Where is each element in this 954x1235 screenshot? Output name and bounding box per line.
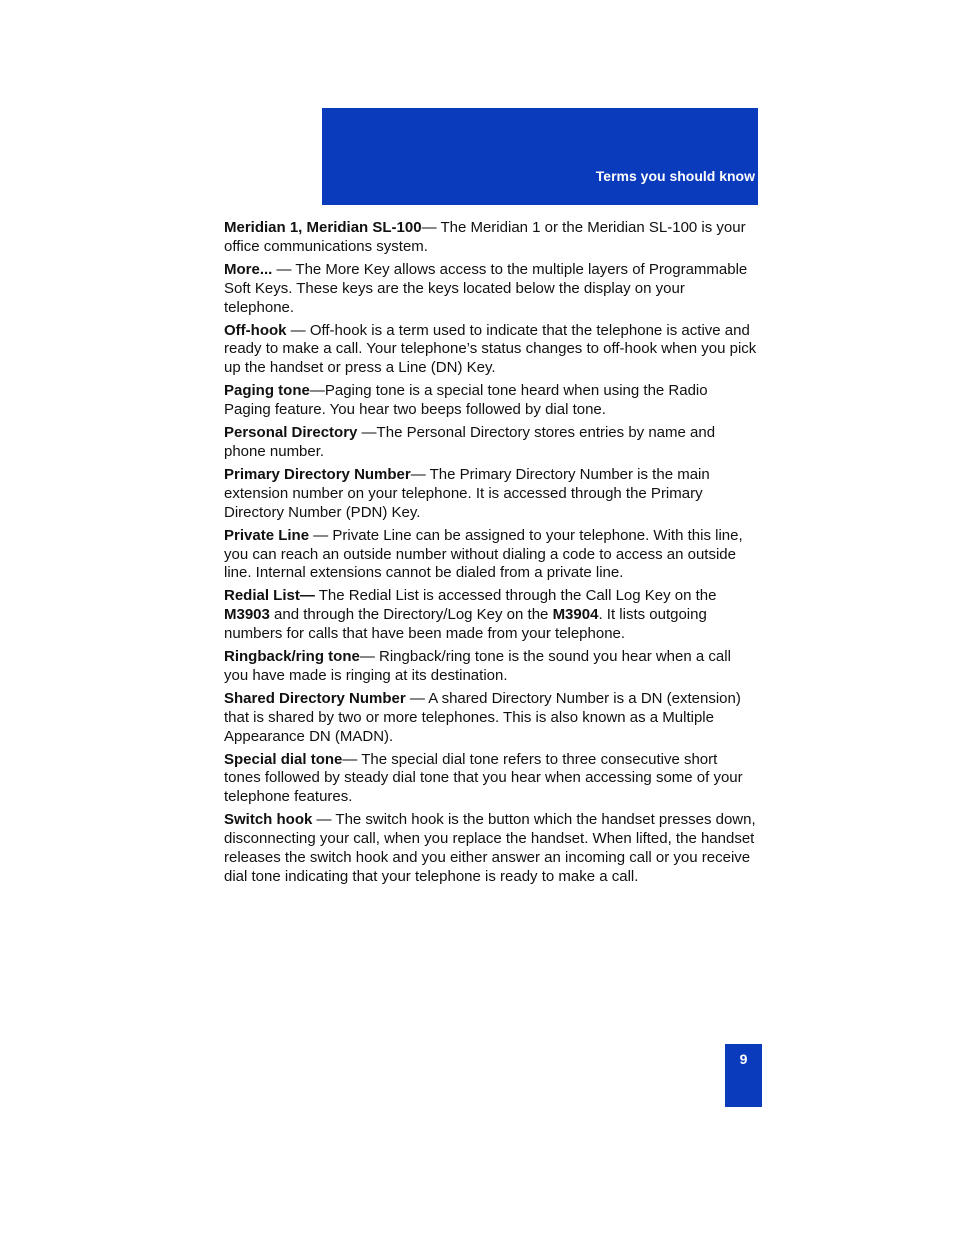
glossary-definition: —Paging tone is a special tone heard when using the Radio Paging feature. You hear two beeps followed by dial tone. [224, 382, 708, 419]
glossary-entry [224, 751, 758, 808]
page-number-badge [725, 1044, 762, 1107]
glossary-term: Paging tone [224, 382, 310, 400]
glossary-entry [224, 261, 758, 318]
glossary-definition: — The More Key allows access to the multiple layers of Programmable Soft Keys. These keys are the keys located below the display on your telephone. [224, 260, 748, 316]
section-title: Terms you should know [595, 168, 755, 184]
glossary-entry [224, 587, 758, 644]
glossary-entry [224, 382, 758, 420]
glossary-term: Primary Directory Number [224, 465, 411, 483]
glossary-definition: — Ringback/ring tone is the sound you hear when a call you have made is ringing at its destination. [224, 648, 731, 684]
glossary-entry [224, 648, 758, 686]
glossary-definition: — Off-hook is a term used to indicate that the telephone is active and ready to make a call. Your telephone’s status changes to off-hook when you pick up the handset or press a Line (DN) Key. [224, 321, 757, 377]
glossary-term: Switch hook [224, 811, 313, 829]
glossary-term: Off-hook [224, 321, 287, 339]
glossary-term: Shared Directory Number [224, 689, 406, 707]
glossary-definition: — The special dial tone refers to three consecutive short tones followed by steady dial tone that you hear when accessing some of your telephone features. [224, 750, 743, 806]
header-band [322, 108, 758, 205]
model-name: M3904 [552, 606, 599, 624]
glossary-term: Redial List— [224, 587, 315, 605]
model-name: M3903 [224, 606, 270, 624]
glossary-term: Personal Directory [224, 424, 358, 442]
glossary-definition: — The Meridian 1 or the Meridian SL-100 is your office communications system. [224, 219, 746, 255]
glossary-term: Ringback/ring tone [224, 648, 360, 666]
glossary-definition: The Redial List is accessed through the Call Log Key on the [314, 587, 717, 605]
glossary-definition: . It lists outgoing numbers for calls that have been made from your telephone. [224, 606, 707, 643]
page-number: 9 [739, 1051, 748, 1067]
glossary-entry [224, 527, 758, 584]
glossary-definition: —The Personal Directory stores entries by name and phone number. [224, 424, 716, 460]
glossary-list [224, 219, 758, 891]
glossary-definition: — The Primary Directory Number is the main extension number on your telephone. It is accessed through the Primary Directory Number (PDN) Key. [224, 465, 710, 521]
glossary-definition: — Private Line can be assigned to your telephone. With this line, you can reach an outside number without dialing a code to access an outside line. Internal extensions cannot be dialed from a private line. [224, 526, 743, 582]
glossary-entry [224, 466, 758, 523]
glossary-entry [224, 424, 758, 462]
glossary-entry [224, 219, 758, 257]
glossary-entry [224, 690, 758, 747]
glossary-definition: — A shared Directory Number is a DN (extension) that is shared by two or more telephones. This is also known as a Multiple Appearance DN (MADN). [224, 689, 741, 745]
glossary-entry [224, 811, 758, 887]
glossary-definition: and through the Directory/Log Key on the [269, 606, 553, 624]
glossary-term: Meridian 1, Meridian SL-100 [224, 219, 422, 236]
glossary-term: More... [224, 260, 273, 278]
glossary-term: Private Line [224, 526, 310, 544]
glossary-term: Special dial tone [224, 750, 343, 768]
glossary-entry [224, 322, 758, 379]
glossary-definition: — The switch hook is the button which the handset presses down, disconnecting your call, when you replace the handset. When lifted, the handset releases the switch hook and you either answer an incoming call or you receive dial tone indicating that your telephone is ready to make a call. [224, 811, 756, 885]
